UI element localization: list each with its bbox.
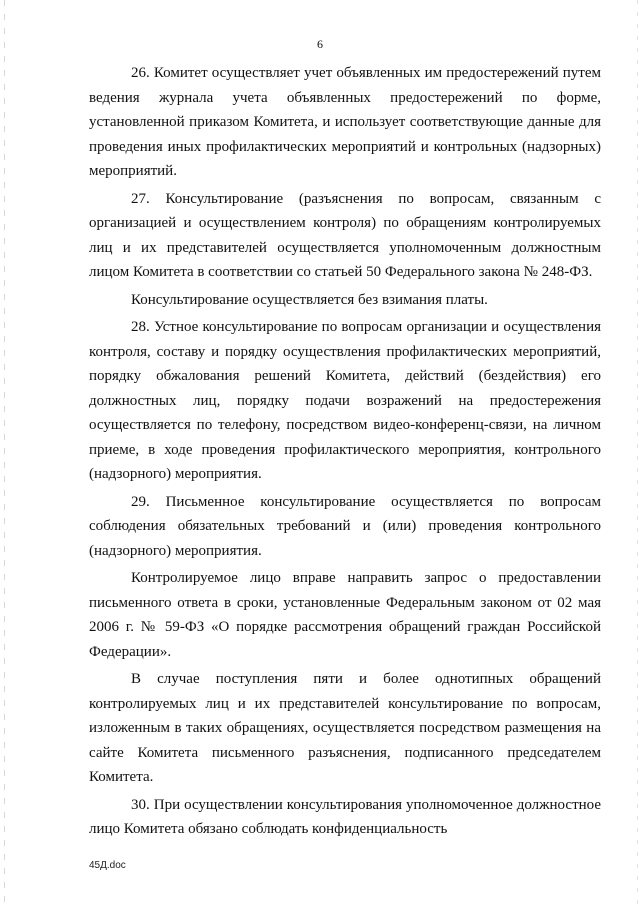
- scan-edge-left: [4, 0, 5, 905]
- paragraph-consultation-free: Консультирование осуществляется без взимания платы.: [131, 291, 488, 308]
- paragraph-27: 27. Консультирование (разъяснения по вопросам, связанным с организацией и осуществлением контроля) по обращениям контролируемых лиц и их представителей осуществляется уполномоченным должностным лицом Комитета в соответствии со статьей 50 Федерального закона № 248-ФЗ.: [89, 190, 601, 280]
- paragraph-26: 26. Комитет осуществляет учет объявленных им предостережений путем ведения журнала учета объявленных предостережений по форме, установленной приказом Комитета, и использует соответствующие данные для проведения иных профилактических мероприятий и контрольных (надзорных) мероприятий.: [89, 65, 601, 179]
- paragraph-29: 29. Письменное консультирование осуществляется по вопросам соблюдения обязательных требований и (или) проведения контрольного (надзорного) мероприятия.: [89, 493, 601, 559]
- page-number: 6: [317, 37, 323, 51]
- scan-edge-right: [637, 0, 638, 905]
- paragraph-28: 28. Устное консультирование по вопросам организации и осуществления контроля, составу и порядку осуществления профилактических мероприятий, порядку обжалования решений Комитета, действий (бездействия) его должностных лиц, порядку подачи возражений на предостережения осуществляется по телефону, посредством видео-конференц-связи, на личном приеме, в ходе проведения профилактического мероприятия, контрольного (надзорного) мероприятия.: [89, 319, 601, 482]
- paragraph-request: Контролируемое лицо вправе направить запрос о предоставлении письменного ответа в сроки, установленные Федеральным законом от 02 мая 2006 г. № 59-ФЗ «О порядке рассмотрения обращений граждан Российской Федерации».: [89, 570, 601, 660]
- document-body: [89, 61, 601, 842]
- paragraph-30: 30. При осуществлении консультирования уполномоченное должностное лицо Комитета обязано соблюдать конфиденциальность: [89, 796, 601, 837]
- paragraph-similar-requests: В случае поступления пяти и более однотипных обращений контролируемых лиц и их представителей консультирование по вопросам, изложенным в таких обращениях, осуществляется посредством размещения на сайте Комитета письменного разъяснения, подписанного председателем Комитета.: [89, 671, 601, 785]
- footer-filename: 45Д.doc: [89, 860, 126, 871]
